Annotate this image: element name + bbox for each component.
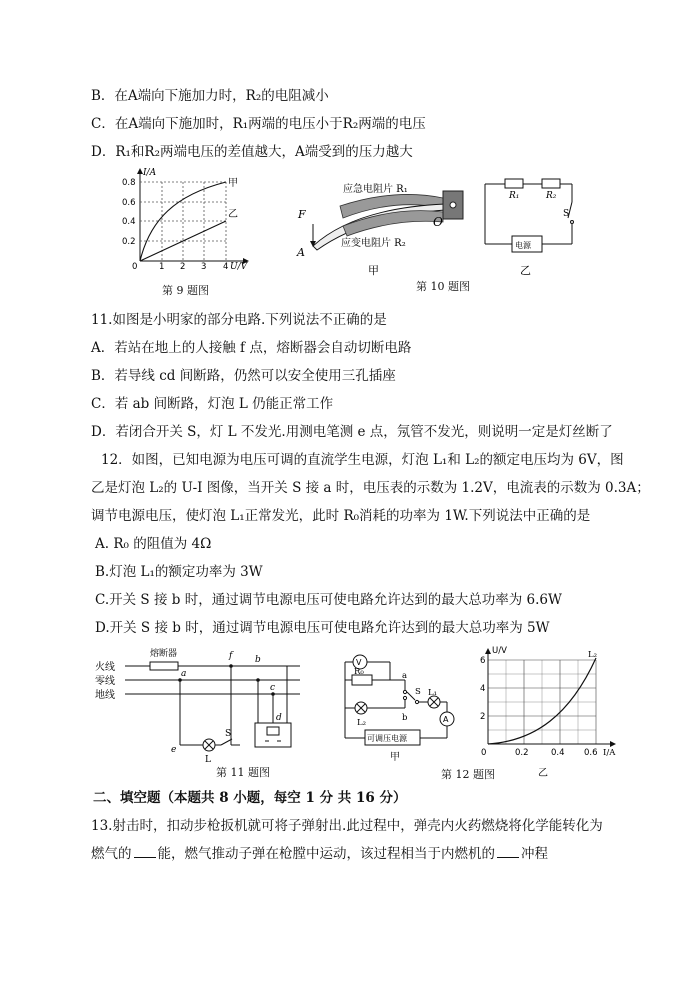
svg-text:L₂: L₂	[588, 650, 598, 660]
svg-text:0.2: 0.2	[515, 748, 529, 758]
svg-text:甲: 甲	[368, 264, 379, 276]
svg-text:应变电阻片 R₂: 应变电阻片 R₂	[341, 238, 406, 249]
svg-text:I/A: I/A	[143, 168, 157, 178]
svg-text:R₁: R₁	[509, 191, 520, 201]
q10-option-b: B．在A端向下施加力时，R₂的电阻减小	[91, 88, 329, 104]
svg-text:0.2: 0.2	[122, 237, 136, 247]
svg-text:S: S	[415, 687, 421, 697]
svg-text:0: 0	[481, 748, 487, 758]
svg-text:S: S	[563, 209, 570, 219]
svg-text:可调压电源: 可调压电源	[367, 734, 407, 743]
svg-text:熔断器: 熔断器	[150, 649, 178, 659]
svg-text:R₀: R₀	[354, 667, 364, 677]
svg-text:乙: 乙	[538, 768, 548, 779]
q10-option-c: C．在A端向下施加时，R₁两端的电压小于R₂两端的电压	[91, 116, 426, 132]
svg-text:A: A	[297, 246, 305, 259]
fig12-caption: 第 12 题图	[441, 768, 495, 781]
svg-text:U/V: U/V	[230, 262, 248, 270]
svg-text:a: a	[181, 669, 187, 679]
q10-option-d: D．R₁和R₂两端电压的差值越大，A端受到的压力越大	[91, 144, 413, 160]
answer-blank-1[interactable]	[134, 845, 156, 858]
fig11-household-circuit	[95, 645, 310, 763]
answer-blank-2[interactable]	[497, 845, 519, 858]
svg-text:0.8: 0.8	[122, 178, 136, 188]
svg-text:f: f	[229, 651, 233, 661]
svg-text:地线: 地线	[95, 690, 115, 701]
q11-option-d: D．若闭合开关 S，灯 L 不发光.用测电笔测 e 点，氖管不发光，则说明一定是灯丝断了	[91, 424, 613, 440]
fig10-yi-circuit	[480, 174, 580, 282]
svg-text:0.6: 0.6	[122, 198, 136, 208]
svg-text:4: 4	[223, 262, 229, 270]
svg-text:4: 4	[480, 684, 486, 694]
q11-option-a: A．若站在地上的人接触 f 点，熔断器会自动切断电路	[91, 340, 412, 356]
q11-stem: 11.如图是小明家的部分电路.下列说法不正确的是	[91, 312, 387, 328]
svg-text:3: 3	[201, 262, 207, 270]
svg-text:a: a	[402, 671, 408, 681]
svg-text:b: b	[402, 713, 408, 723]
fig11-caption: 第 11 题图	[216, 766, 270, 779]
svg-text:V: V	[356, 658, 362, 667]
q13-text-b: 能，燃气推动子弹在枪膛中运动，该过程相当于内燃机的	[157, 846, 495, 862]
fig12-jia-circuit	[335, 650, 475, 762]
fig9-curve-jia	[140, 182, 226, 261]
svg-text:2: 2	[480, 712, 486, 722]
svg-text:零线: 零线	[95, 676, 115, 687]
svg-text:0.6: 0.6	[584, 748, 598, 758]
svg-text:1: 1	[159, 262, 165, 270]
svg-text:0.4: 0.4	[551, 748, 565, 758]
svg-text:I/A: I/A	[603, 748, 616, 758]
q11-option-b: B．若导线 cd 间断路，仍然可以安全使用三孔插座	[91, 368, 396, 384]
q12-option-a: A. R₀ 的阻值为 4Ω	[95, 536, 212, 552]
q11-option-c: C．若 ab 间断路，灯泡 L 仍能正常工作	[91, 396, 334, 412]
fig9-caption: 第 9 题图	[162, 284, 209, 297]
q12-stem-line1: 12．如图，已知电源为电压可调的直流学生电源，灯泡 L₁和 L₂的额定电压均为 6V，图	[101, 452, 624, 468]
q12-option-c: C.开关 S 接 b 时，通过调节电源电压可使电路允许达到的最大总功率为 6.6W	[95, 592, 562, 608]
svg-text:R₂: R₂	[546, 191, 557, 201]
svg-text:O: O	[433, 215, 443, 229]
fig10-jia-diagram	[295, 176, 475, 276]
svg-text:0: 0	[132, 262, 138, 270]
svg-text:应急电阻片 R₁: 应急电阻片 R₁	[343, 184, 408, 195]
svg-text:L₁: L₁	[428, 688, 438, 698]
svg-text:乙: 乙	[228, 209, 238, 220]
svg-text:6: 6	[480, 656, 486, 666]
svg-text:A: A	[443, 715, 449, 724]
svg-text:2: 2	[180, 262, 186, 270]
svg-text:电源: 电源	[515, 241, 531, 250]
svg-text:c: c	[270, 683, 276, 693]
svg-text:0.4: 0.4	[122, 217, 136, 227]
svg-text:S: S	[225, 729, 232, 739]
svg-text:e: e	[171, 745, 177, 755]
svg-text:F: F	[298, 208, 306, 221]
svg-text:甲: 甲	[390, 752, 400, 762]
svg-text:火线: 火线	[95, 662, 115, 673]
q13-text-a: 燃气的	[91, 846, 132, 862]
q12-stem-line2: 乙是灯泡 L₂的 U-I 图像，当开关 S 接 a 时，电压表的示数为 1.2V，电流表的示数为 0.3A；	[91, 480, 650, 496]
q12-stem-line3: 调节电源电压，使灯泡 L₁正常发光，此时 R₀消耗的功率为 1W.下列说法中正确的是	[91, 508, 591, 524]
q13-line2	[91, 842, 548, 862]
svg-text:甲: 甲	[228, 178, 238, 189]
svg-text:U/V: U/V	[492, 646, 507, 656]
svg-text:L: L	[205, 755, 211, 763]
svg-text:L₂: L₂	[357, 718, 367, 728]
fig12-yi-graph	[475, 643, 625, 783]
svg-text:b: b	[255, 655, 261, 665]
section-title: 二、填空题（本题共 8 小题，每空 1 分 共 16 分）	[93, 790, 407, 806]
q13-line1: 13.射击时，扣动步枪扳机就可将子弹射出.此过程中，弹壳内火药燃烧将化学能转化为	[91, 818, 603, 834]
fig9-graph	[120, 165, 255, 270]
svg-text:d: d	[276, 713, 282, 723]
fig10-caption: 第 10 题图	[416, 280, 470, 293]
q12-option-d: D.开关 S 接 b 时，通过调节电源电压可使电路允许达到的最大总功率为 5W	[95, 620, 550, 636]
svg-text:乙: 乙	[520, 264, 531, 277]
q12-option-b: B.灯泡 L₁的额定功率为 3W	[95, 564, 263, 580]
q13-text-c: 冲程	[521, 846, 548, 862]
